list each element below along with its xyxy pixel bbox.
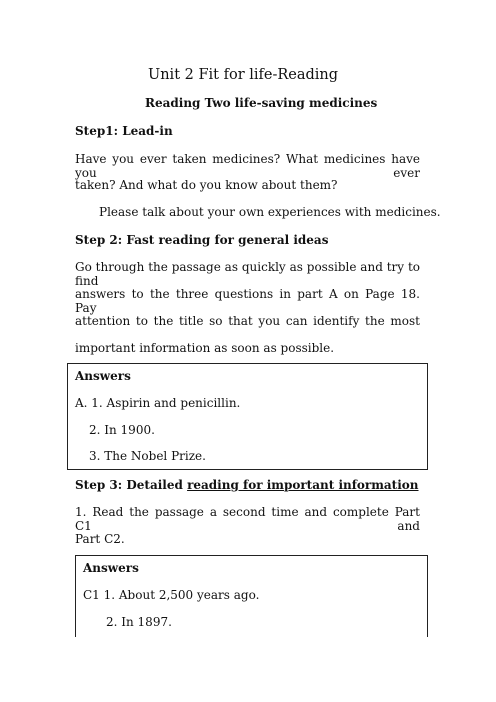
step2-line1: Go through the passage as quickly as possible and try to find [75, 260, 420, 288]
step2-line4: important information as soon as possible. [75, 341, 335, 355]
document-title: Unit 2 Fit for life-Reading [148, 67, 339, 83]
step2-line3: attention to the title so that you can identify the most [75, 314, 420, 328]
step3-line1: 1. Read the passage a second time and complete Part C1 and [75, 505, 420, 533]
answers-box-a-label: Answers [75, 369, 131, 383]
answer-c2: 2. In 1897. [106, 615, 172, 629]
step1-question-line2: taken? And what do you know about them? [75, 178, 338, 192]
answers-box-c-label: Answers [83, 561, 139, 575]
step1-heading: Step1: Lead-in [75, 124, 173, 138]
answer-a2: 2. In 1900. [89, 423, 155, 437]
step3-heading-part2: reading for important information [187, 478, 419, 492]
step1-prompt: Please talk about your own experiences with medicines. [99, 205, 441, 219]
answer-a1: A. 1. Aspirin and penicillin. [75, 396, 241, 410]
step2-heading: Step 2: Fast reading for general ideas [75, 233, 329, 247]
step3-heading [75, 478, 419, 492]
answer-a3: 3. The Nobel Prize. [89, 449, 206, 463]
step2-line2: answers to the three questions in part A on Page 18. Pay [75, 287, 420, 315]
step1-question-line1: Have you ever taken medicines? What medicines have you ever [75, 152, 420, 180]
step3-line2: Part C2. [75, 532, 125, 546]
step3-heading-part1: Step 3: Detailed [75, 478, 188, 492]
document-subtitle: Reading Two life-saving medicines [145, 96, 378, 110]
answer-c1: C1 1. About 2,500 years ago. [83, 588, 260, 602]
